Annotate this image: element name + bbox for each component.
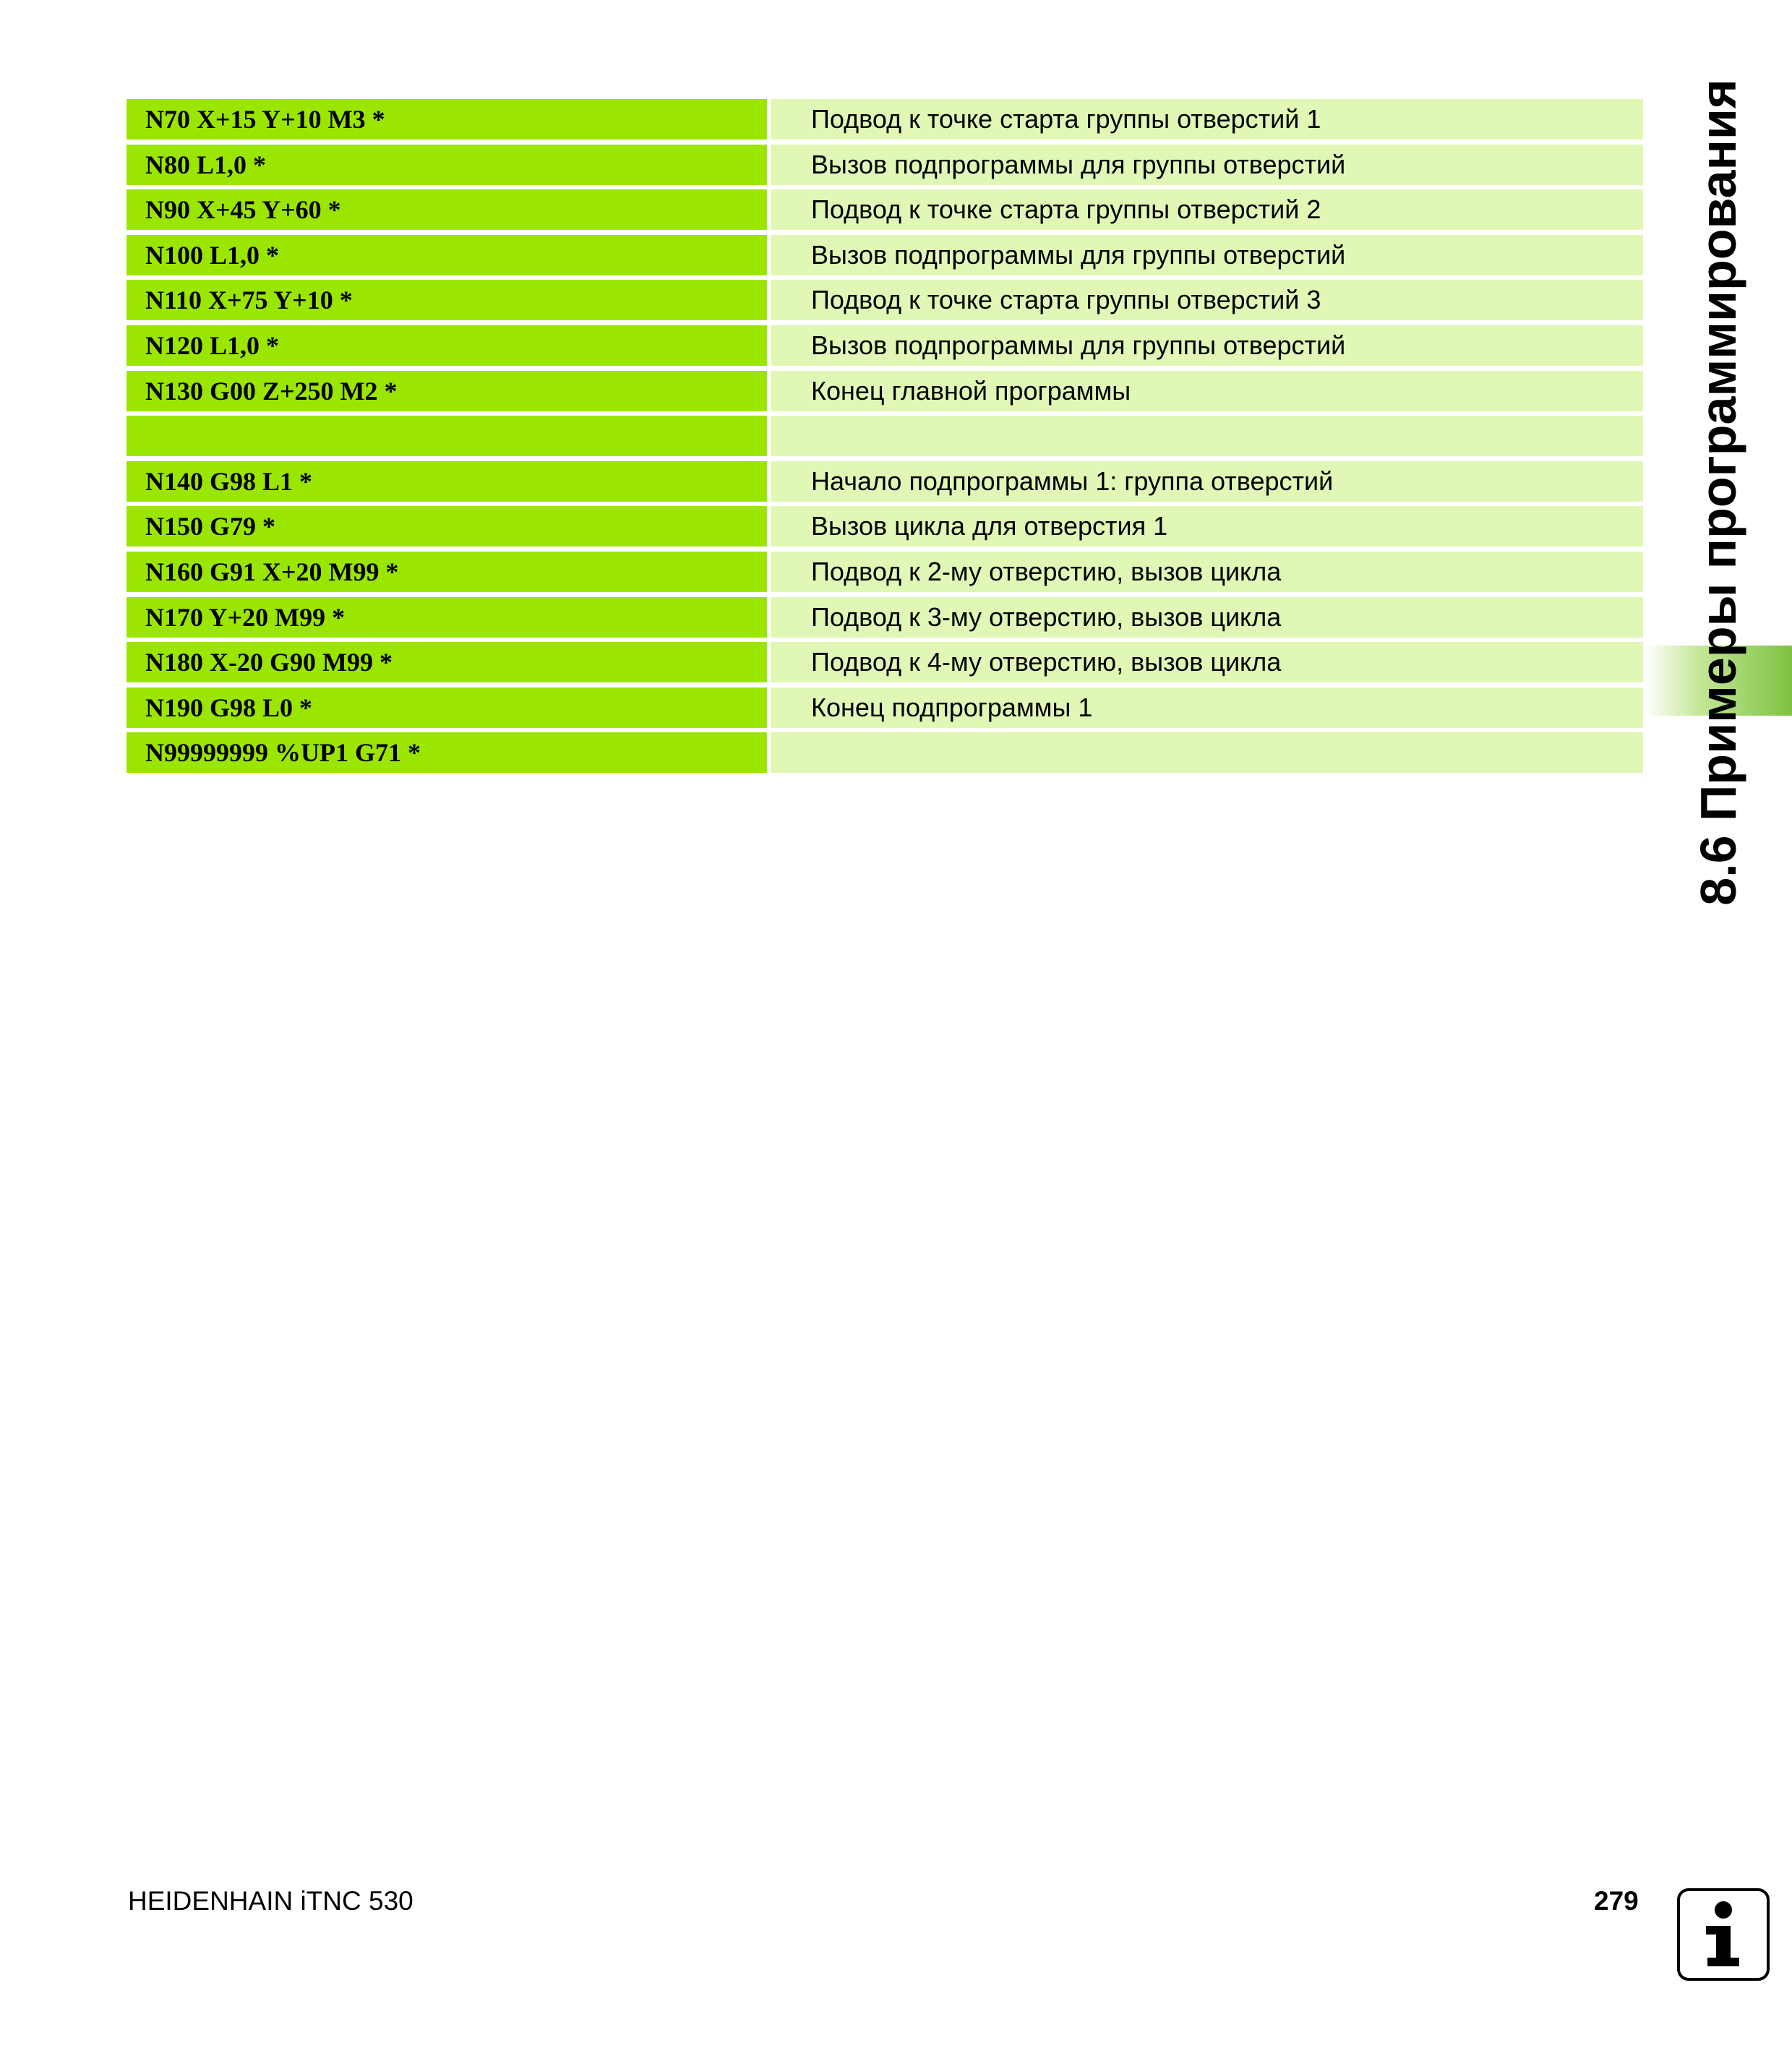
program-row <box>127 235 1643 275</box>
comment-cell: Подвод к точке старта группы отверстий 2 <box>771 189 1643 230</box>
nc-code-cell: N100 L1,0 * <box>127 235 767 275</box>
nc-code-cell: N70 X+15 Y+10 M3 * <box>127 99 767 140</box>
comment-cell: Подвод к 2-му отверстию, вызов цикла <box>771 552 1643 592</box>
program-row <box>127 597 1643 638</box>
nc-code-cell: N130 G00 Z+250 M2 * <box>127 371 767 411</box>
nc-code-cell: N140 G98 L1 * <box>127 461 767 502</box>
program-row <box>127 416 1643 456</box>
program-listing-table <box>127 99 1643 778</box>
program-row <box>127 99 1643 140</box>
nc-code-cell: N170 Y+20 M99 * <box>127 597 767 638</box>
program-row <box>127 461 1643 502</box>
nc-code-cell: N99999999 %UP1 G71 * <box>127 732 767 773</box>
comment-cell <box>771 416 1643 456</box>
nc-code-cell: N110 X+75 Y+10 * <box>127 280 767 320</box>
nc-code-cell: N160 G91 X+20 M99 * <box>127 552 767 592</box>
nc-code-cell: N190 G98 L0 * <box>127 687 767 728</box>
comment-cell: Подвод к точке старта группы отверстий 1 <box>771 99 1643 140</box>
footer-brand: HEIDENHAIN iTNC 530 <box>128 1886 413 1916</box>
program-row <box>127 189 1643 230</box>
program-row <box>127 552 1643 592</box>
section-title: 8.6 Примеры программирования <box>1690 79 1746 906</box>
comment-cell: Конец главной программы <box>771 371 1643 411</box>
program-row <box>127 642 1643 682</box>
nc-code-cell: N120 L1,0 * <box>127 325 767 366</box>
program-row <box>127 145 1643 185</box>
nc-code-cell: N180 X-20 G90 M99 * <box>127 642 767 682</box>
comment-cell: Вызов подпрограммы для группы отверстий <box>771 235 1643 275</box>
comment-cell: Вызов подпрограммы для группы отверстий <box>771 145 1643 185</box>
section-title-container <box>1686 79 1751 906</box>
nc-code-cell: N150 G79 * <box>127 506 767 547</box>
comment-cell: Подвод к 3-му отверстию, вызов цикла <box>771 597 1643 638</box>
comment-cell: Подвод к 4-му отверстию, вызов цикла <box>771 642 1643 682</box>
comment-cell: Начало подпрограммы 1: группа отверстий <box>771 461 1643 502</box>
comment-cell <box>771 732 1643 773</box>
comment-cell: Вызов подпрограммы для группы отверстий <box>771 325 1643 366</box>
program-row <box>127 506 1643 547</box>
info-icon <box>1677 1888 1770 1981</box>
program-row <box>127 371 1643 411</box>
nc-code-cell: N80 L1,0 * <box>127 145 767 185</box>
program-row <box>127 280 1643 320</box>
comment-cell: Вызов цикла для отверстия 1 <box>771 506 1643 547</box>
comment-cell: Конец подпрограммы 1 <box>771 687 1643 728</box>
nc-code-cell: N90 X+45 Y+60 * <box>127 189 767 230</box>
page-number: 279 <box>1594 1886 1639 1916</box>
program-row <box>127 732 1643 773</box>
program-row <box>127 687 1643 728</box>
nc-code-cell <box>127 416 767 456</box>
program-row <box>127 325 1643 366</box>
comment-cell: Подвод к точке старта группы отверстий 3 <box>771 280 1643 320</box>
